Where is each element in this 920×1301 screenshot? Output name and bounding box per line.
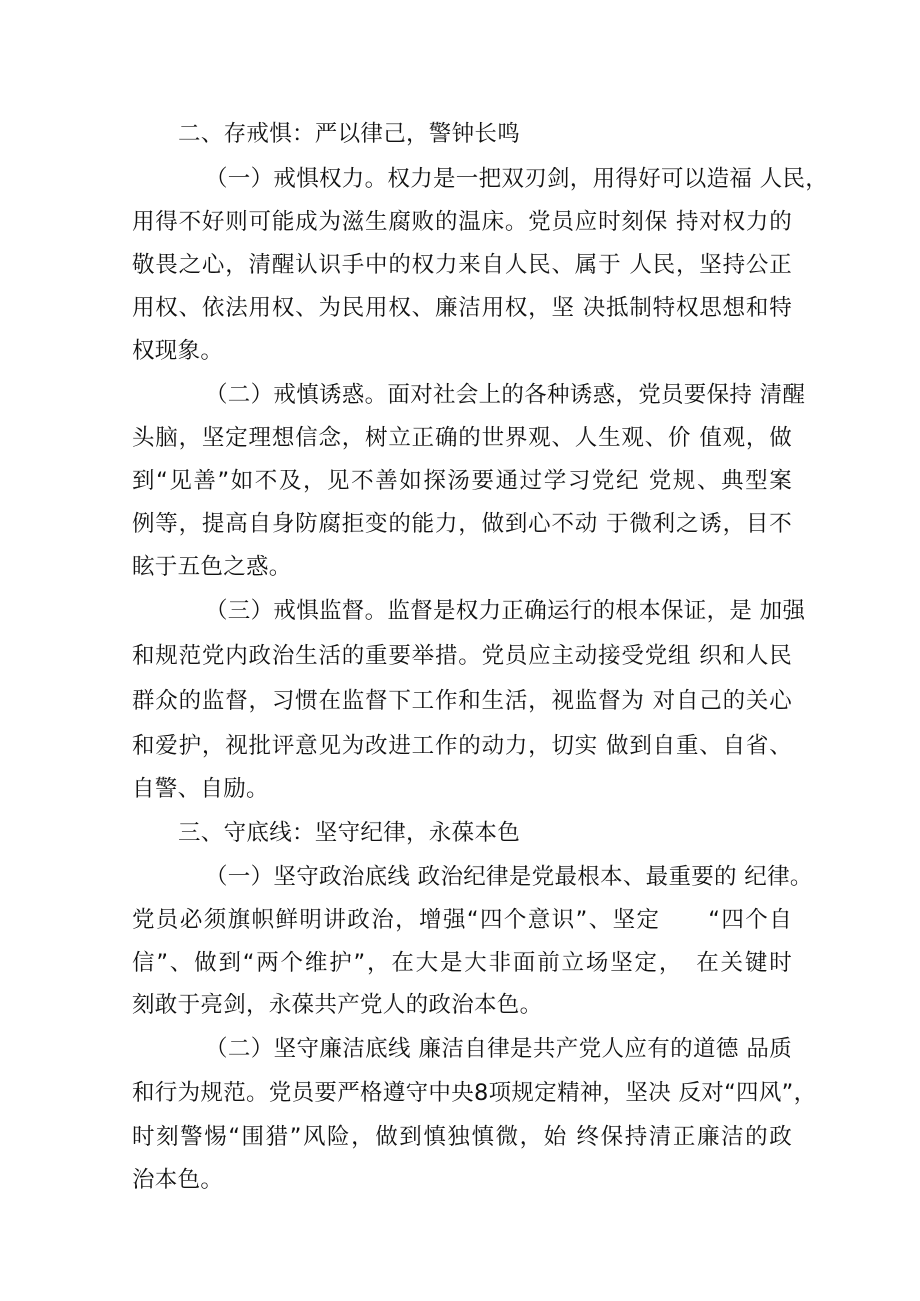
paragraph-line: 用得不好则可能成为滋生腐败的温床。党员应时刻保 持对权力的 xyxy=(132,209,792,235)
paragraph-line: 眩于五色之惑。 xyxy=(132,554,292,580)
paragraph-line: 刻敢于亮剑，永葆共产党人的政治本色。 xyxy=(132,992,543,1018)
paragraph-line: （一）戒惧权力。权力是一把双刃剑，用得好可以造福 人民， xyxy=(205,166,829,192)
paragraph-line: 群众的监督，习惯在监督下工作和生活，视监督为 对自己的关心 xyxy=(132,688,792,714)
paragraph-line: （三）戒惧监督。监督是权力正确运行的根本保证，是 加强 xyxy=(205,598,806,624)
paragraph-line: 和爱护，视批评意见为改进工作的动力，切实 做到自重、自省、 xyxy=(132,733,792,759)
paragraph-line: 和规范党内政治生活的重要举措。党员应主动接受党组 织和人民 xyxy=(132,643,792,669)
paragraph-line: 例等，提高自身防腐拒变的能力，做到心不动 于微利之诱，目不 xyxy=(132,511,792,537)
paragraph-line: （一）坚守政治底线 政治纪律是党最根本、最重要的 纪律。 xyxy=(205,864,813,890)
paragraph-line: 治本色。 xyxy=(132,1167,224,1193)
paragraph-line: 信”、做到“两个维护”，在大是大非面前立场坚定， 在关键时 xyxy=(132,950,792,976)
paragraph-line: 到“见善”如不及，见不善如探汤要通过学习党纪 党规、典型案 xyxy=(132,468,792,494)
paragraph-line: （二）坚守廉洁底线 廉洁自律是共产党人应有的道德 品质 xyxy=(205,1036,792,1062)
paragraph-line: 党员必须旗帜鲜明讲政治，增强“四个意识”、坚定 “四个自 xyxy=(132,907,792,933)
paragraph-line: 用权、依法用权、为民用权、廉洁用权，坚 决抵制特权思想和特 xyxy=(132,295,792,321)
paragraph-line: 权现象。 xyxy=(132,338,224,364)
section-heading-3: 三、守底线：坚守纪律，永葆本色 xyxy=(178,820,521,846)
paragraph-line: 头脑，坚定理想信念，树立正确的世界观、人生观、价 值观，做 xyxy=(132,425,792,451)
paragraph-line: 时刻警惕“围猎”风险，做到慎独慎微，始 终保持清正廉洁的政 xyxy=(132,1124,792,1150)
paragraph-line: （二）戒慎诱惑。面对社会上的各种诱惑，党员要保持 清醒 xyxy=(205,382,806,408)
paragraph-line: 自警、自励。 xyxy=(132,776,269,802)
section-heading-2: 二、存戒惧：严以律己，警钟长鸣 xyxy=(178,121,521,147)
paragraph-line: 和行为规范。党员要严格遵守中央8项规定精神，坚决 反对“四风”， xyxy=(132,1080,817,1106)
paragraph-line: 敬畏之心，清醒认识手中的权力来自人民、属于 人民，坚持公正 xyxy=(132,252,792,278)
